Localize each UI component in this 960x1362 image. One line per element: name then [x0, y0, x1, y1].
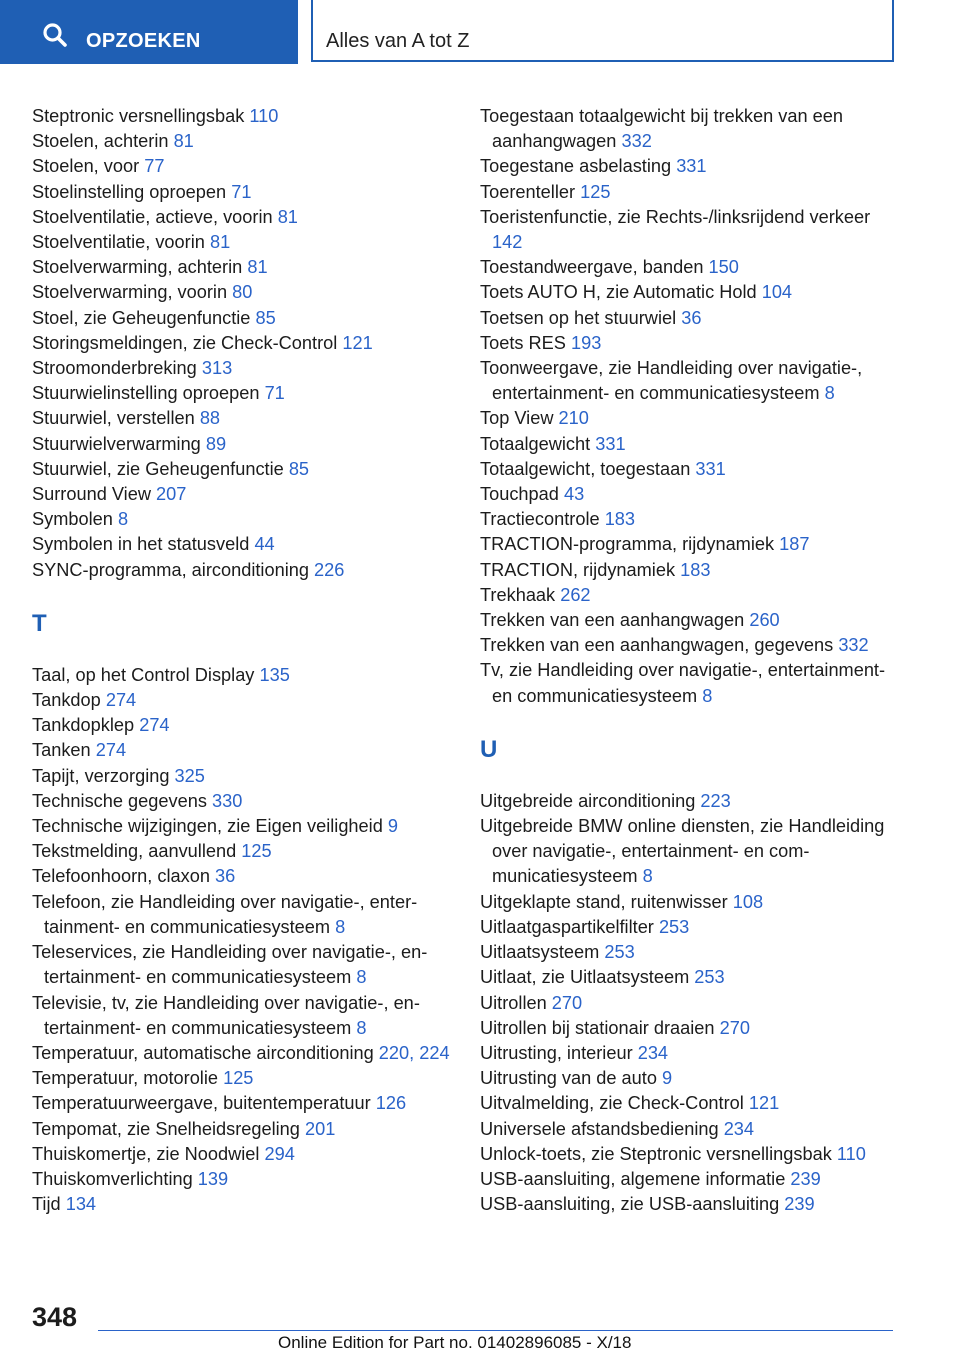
- index-entry: [480, 104, 900, 154]
- index-entry: [480, 482, 900, 507]
- entry-term: Uitgeklapte stand, ruitenwisser: [480, 891, 728, 912]
- index-entry: [32, 507, 452, 532]
- entry-page-link[interactable]: 134: [65, 1194, 97, 1215]
- index-entry: [480, 1016, 900, 1041]
- index-entry: [480, 255, 900, 280]
- entry-term: Taal, op het Control Display: [32, 664, 255, 685]
- entry-term: Telefoonhoorn, claxon: [32, 866, 210, 887]
- entry-term: Uitlaat, zie Uitlaatsysteem: [480, 967, 690, 988]
- entry-page-link[interactable]: 239: [784, 1194, 815, 1215]
- index-entry: [32, 482, 452, 507]
- index-entry: [32, 713, 452, 738]
- index-entry: [32, 457, 452, 482]
- entry-term: Toetsen op het stuurwiel: [480, 307, 677, 328]
- entry-term: Uitgebreide BMW online diensten, zie Handleiding over navigatie-, entertainment- en communicatiesysteem: [480, 816, 885, 887]
- edition-text: Online Edition for Part no. 01402896085 - X/18: [278, 1333, 632, 1352]
- index-entry: [32, 839, 452, 864]
- entry-term: Technische wijzigingen, zie Eigen veiligheid: [32, 816, 383, 837]
- index-entry: [32, 814, 452, 839]
- entry-page-link[interactable]: 331: [695, 458, 726, 479]
- entry-page-link[interactable]: 77: [144, 156, 165, 177]
- entry-page-link[interactable]: 110: [249, 106, 279, 126]
- entry-term: Stoelen, achterin: [32, 131, 169, 152]
- entry-term: Tekstmelding, aanvullend: [32, 841, 237, 862]
- index-entry: [32, 280, 452, 305]
- index-entry: [32, 991, 452, 1041]
- entry-page-link[interactable]: 234: [637, 1042, 669, 1063]
- index-entry: [480, 789, 900, 814]
- index-entry: [480, 280, 900, 305]
- entry-term: Thuiskomertje, zie Noodwiel: [32, 1143, 260, 1164]
- index-entry: [480, 558, 900, 583]
- index-entry: [32, 180, 452, 205]
- entry-term: Uitgebreide airconditioning: [480, 790, 696, 811]
- index-entry: [32, 738, 452, 763]
- entry-term: Storingsmeldingen, zie Check-Control: [32, 332, 338, 353]
- entry-term: Stoelverwarming, voorin: [32, 282, 228, 303]
- entry-term: Televisie, tv, zie Handleiding over navigatie-, entertainment- en communicatiesysteem: [32, 992, 420, 1038]
- index-entry: [480, 633, 900, 658]
- entry-term: Stoelventilatie, actieve, voorin: [32, 206, 273, 227]
- entry-term: SYNC-programma, airconditioning: [32, 559, 309, 580]
- entry-page-link[interactable]: 207: [156, 484, 187, 505]
- entry-term: Toonweergave, zie Handleiding over navigatie-, entertainment- en communicatiesysteem: [480, 358, 863, 404]
- index-entry: [32, 789, 452, 814]
- entry-page-link[interactable]: 44: [254, 534, 275, 555]
- entry-term: Toegestane asbelasting: [480, 156, 672, 177]
- entry-term: Top View: [480, 408, 554, 429]
- entry-page-link[interactable]: 8: [356, 967, 367, 988]
- entry-page-link[interactable]: 201: [304, 1118, 336, 1139]
- entry-page-link[interactable]: 81: [173, 131, 194, 152]
- index-entry: [480, 1117, 900, 1142]
- entry-term: Stoelverwarming, achterin: [32, 257, 243, 278]
- index-entry: [480, 1066, 900, 1091]
- entry-page-link[interactable]: 121: [748, 1093, 780, 1114]
- index-entry: [480, 180, 900, 205]
- entry-page-link[interactable]: 332: [621, 131, 652, 152]
- index-entry: [32, 1167, 452, 1192]
- index-entry: [32, 688, 452, 713]
- index-entry: [480, 1192, 900, 1217]
- entry-page-link[interactable]: 125: [241, 841, 272, 862]
- entry-page-link[interactable]: 8: [117, 509, 129, 530]
- entry-term: Toerenteller: [480, 181, 576, 202]
- index-entry: [32, 432, 452, 457]
- entry-term: Uitrollen: [480, 992, 547, 1013]
- entry-page-link[interactable]: 108: [732, 891, 764, 912]
- entry-page-link[interactable]: 110: [836, 1143, 866, 1164]
- index-entry: [32, 940, 452, 990]
- index-entry: [480, 356, 900, 406]
- entry-page-link[interactable]: 183: [680, 559, 711, 580]
- entry-term: Tempomat, zie Snelheidsregeling: [32, 1118, 300, 1139]
- entry-term: TRACTION, rijdynamiek: [480, 559, 676, 580]
- entry-term: Toets RES: [480, 332, 566, 353]
- entry-page-link[interactable]: 226: [314, 559, 345, 580]
- entry-page-link[interactable]: 89: [205, 433, 227, 454]
- index-entry: [480, 205, 900, 255]
- index-entry: [32, 1142, 452, 1167]
- section-letter: U: [480, 735, 498, 763]
- index-entry: [480, 965, 900, 990]
- entry-term: Stuurwiel, verstellen: [32, 408, 195, 429]
- entry-page-link[interactable]: 260: [749, 610, 780, 631]
- entry-page-link[interactable]: 104: [761, 282, 793, 303]
- index-title-box[interactable]: [311, 0, 894, 62]
- index-entry: [32, 306, 452, 331]
- entry-term: Tv, zie Handleiding over navigatie-, entertainment- en communicatiesysteem: [480, 660, 886, 706]
- footer-divider: [98, 1330, 893, 1331]
- index-entry: [480, 432, 900, 457]
- entry-page-link[interactable]: 81: [247, 257, 268, 278]
- index-entry: [32, 1192, 452, 1217]
- entry-term: Symbolen in het statusveld: [32, 534, 250, 555]
- entry-page-link[interactable]: 193: [570, 332, 602, 353]
- entry-term: Universele afstandsbediening: [480, 1118, 719, 1139]
- entry-term: Uitlaatgaspartikelfilter: [480, 916, 654, 937]
- entry-page-link[interactable]: 8: [702, 685, 713, 706]
- entry-page-link[interactable]: 239: [790, 1168, 821, 1189]
- entry-page-link[interactable]: 71: [231, 181, 252, 202]
- entry-page-link[interactable]: 9: [662, 1068, 673, 1089]
- entry-page-link[interactable]: 85: [255, 307, 276, 328]
- entry-page-link[interactable]: 43: [563, 484, 585, 505]
- entry-term: Stuurwiel, zie Geheugenfunctie: [32, 458, 284, 479]
- entry-page-link[interactable]: 253: [604, 942, 635, 963]
- index-entry: [480, 1041, 900, 1066]
- entry-term: USB-aansluiting, algemene informatie: [480, 1168, 786, 1189]
- entry-page-link[interactable]: 331: [676, 156, 707, 177]
- index-entry: [32, 154, 452, 179]
- entry-term: Steptronic versnellingsbak: [32, 106, 245, 126]
- entry-page-link[interactable]: 294: [264, 1143, 295, 1164]
- entry-page-link[interactable]: 36: [681, 307, 702, 328]
- lookup-tab-label: OPZOEKEN: [86, 30, 201, 52]
- lookup-tab[interactable]: [0, 0, 298, 64]
- index-entry: [480, 608, 900, 633]
- entry-term: Tankdopklep: [32, 715, 135, 736]
- entry-page-link[interactable]: 325: [174, 765, 205, 786]
- index-entry: [480, 890, 900, 915]
- entry-page-link[interactable]: 88: [199, 408, 221, 429]
- index-entry: [32, 1091, 452, 1116]
- entry-term: Symbolen: [32, 509, 113, 530]
- entry-page-link[interactable]: 126: [375, 1093, 407, 1114]
- entry-term: Uitrusting, interieur: [480, 1042, 633, 1063]
- index-title: Alles van A tot Z: [326, 30, 470, 52]
- entry-term: Temperatuur, motorolie: [32, 1068, 219, 1089]
- index-entry: [32, 381, 452, 406]
- entry-page-link[interactable]: 80: [232, 282, 253, 303]
- entry-term: Tankdop: [32, 690, 101, 711]
- entry-term: Uitlaatsysteem: [480, 942, 600, 963]
- entry-page-link[interactable]: 135: [259, 664, 290, 685]
- entry-term: TRACTION-programma, rijdynamiek: [480, 534, 775, 555]
- index-entry: [480, 991, 900, 1016]
- index-entry: [480, 915, 900, 940]
- entry-term: Toegestaan totaalgewicht bij trekken van een aanhangwagen: [480, 106, 843, 152]
- index-entry: [32, 205, 452, 230]
- entry-term: Uitrollen bij stationair draaien: [480, 1017, 715, 1038]
- entry-page-link[interactable]: 8: [356, 1017, 367, 1038]
- entry-term: Stoel, zie Geheugenfunctie: [32, 307, 251, 328]
- entry-term: Temperatuurweergave, buitentemperatuur: [32, 1093, 371, 1114]
- entry-term: Stroomonderbreking: [32, 358, 197, 379]
- entry-term: Totaalgewicht, toegestaan: [480, 458, 691, 479]
- entry-page-link[interactable]: 139: [197, 1168, 229, 1189]
- entry-term: Toets AUTO H, zie Automatic Hold: [480, 282, 757, 303]
- entry-page-link[interactable]: 332: [838, 635, 869, 656]
- index-entry: [32, 230, 452, 255]
- entry-page-link[interactable]: 262: [560, 584, 591, 605]
- index-entry: [32, 663, 452, 688]
- entry-term: Tijd: [32, 1194, 61, 1215]
- entry-term: Tanken: [32, 740, 91, 761]
- index-entry: [32, 558, 452, 583]
- entry-term: USB-aansluiting, zie USB-aansluiting: [480, 1194, 780, 1215]
- index-entry: [480, 658, 900, 708]
- entry-page-link[interactable]: 8: [824, 383, 835, 404]
- entry-page-link[interactable]: 8: [335, 916, 346, 937]
- index-entry: [480, 507, 900, 532]
- entry-term: Temperatuur, automatische airconditioning: [32, 1042, 374, 1063]
- entry-term: Telefoon, zie Handleiding over navigatie-, entertainment- en communicatiesysteem: [32, 891, 418, 937]
- index-entry: [32, 406, 452, 431]
- entry-term: Stoelinstelling oproepen: [32, 181, 227, 202]
- entry-term: Tapijt, verzorging: [32, 765, 170, 786]
- entry-term: Stoelen, voor: [32, 156, 140, 177]
- entry-term: Totaalgewicht: [480, 433, 591, 454]
- index-entry: [480, 1142, 900, 1167]
- index-entry: [32, 764, 452, 789]
- index-entry: [32, 356, 452, 381]
- entry-page-link[interactable]: 223: [700, 790, 731, 811]
- entry-term: Stoelventilatie, voorin: [32, 232, 205, 253]
- entry-page-link[interactable]: 187: [779, 534, 810, 555]
- entry-term: Uitrusting van de auto: [480, 1068, 657, 1089]
- index-entry: [480, 1091, 900, 1116]
- index-entry: [32, 864, 452, 889]
- entry-page-link[interactable]: 81: [277, 206, 298, 227]
- search-icon: [42, 22, 68, 48]
- entry-page-link[interactable]: 125: [580, 181, 611, 202]
- entry-term: Tractiecontrole: [480, 509, 600, 530]
- entry-page-link[interactable]: 183: [604, 509, 636, 530]
- entry-page-link[interactable]: 274: [105, 690, 137, 711]
- entry-page-link[interactable]: 121: [342, 332, 373, 353]
- index-entry: [480, 1167, 900, 1192]
- index-entry: [480, 406, 900, 431]
- entry-term: Trekken van een aanhangwagen: [480, 610, 745, 631]
- section-letter: T: [32, 609, 47, 637]
- index-entry: [480, 457, 900, 482]
- page-number: 348: [32, 1302, 78, 1332]
- index-entry: [480, 940, 900, 965]
- entry-page-link[interactable]: 270: [551, 992, 583, 1013]
- index-entry: [32, 1066, 452, 1091]
- entry-page-link[interactable]: 234: [723, 1118, 755, 1139]
- entry-page-link[interactable]: 253: [658, 916, 690, 937]
- entry-page-link[interactable]: 313: [201, 358, 233, 379]
- entry-page-link[interactable]: 253: [694, 967, 725, 988]
- index-entry: [480, 331, 900, 356]
- entry-term: Touchpad: [480, 484, 559, 505]
- index-entry: [480, 306, 900, 331]
- entry-page-link[interactable]: 330: [211, 790, 243, 811]
- entry-page-link[interactable]: 150: [708, 257, 739, 278]
- entry-term: Trekken van een aanhangwagen, gegevens: [480, 635, 834, 656]
- index-entry: [32, 1041, 452, 1066]
- entry-page-link[interactable]: 210: [558, 408, 589, 429]
- entry-page-link[interactable]: 142: [492, 232, 523, 253]
- entry-term: Surround View: [32, 484, 151, 505]
- index-column-left: [32, 104, 452, 1217]
- entry-page-link[interactable]: 9: [387, 816, 399, 837]
- entry-page-link[interactable]: 331: [595, 433, 626, 454]
- entry-page-link[interactable]: 81: [209, 232, 231, 253]
- entry-term: Unlock-toets, zie Steptronic versnellingsbak: [480, 1143, 832, 1164]
- entry-page-link[interactable]: 274: [95, 740, 127, 761]
- entry-page-link[interactable]: 274: [139, 715, 170, 736]
- entry-term: Stuurwielinstelling oproepen: [32, 383, 260, 404]
- entry-term: Toestandweergave, banden: [480, 257, 704, 278]
- entry-term: Stuurwielverwarming: [32, 433, 201, 454]
- entry-page-link[interactable]: 270: [719, 1017, 750, 1038]
- index-entry: [480, 583, 900, 608]
- entry-page-link[interactable]: 220, 224: [378, 1042, 450, 1063]
- index-entry: [32, 104, 452, 129]
- index-entry: [32, 129, 452, 154]
- index-entry: [32, 255, 452, 280]
- index-entry: [32, 1117, 452, 1142]
- entry-term: Toeristenfunctie, zie Rechts-/linksrijdend verkeer: [480, 206, 871, 227]
- index-entry: [32, 331, 452, 356]
- entry-page-link[interactable]: 85: [288, 458, 310, 479]
- entry-term: Uitvalmelding, zie Check-Control: [480, 1093, 744, 1114]
- index-entry: [32, 532, 452, 557]
- index-column-right: [480, 104, 900, 1217]
- entry-term: Trekhaak: [480, 584, 556, 605]
- entry-term: Teleservices, zie Handleiding over navigatie-, entertainment- en communicatiesysteem: [32, 942, 428, 988]
- index-entry: [480, 814, 900, 890]
- entry-page-link[interactable]: 8: [642, 866, 653, 887]
- entry-page-link[interactable]: 36: [215, 866, 236, 887]
- entry-page-link[interactable]: 125: [223, 1068, 254, 1089]
- index-entry: [480, 154, 900, 179]
- entry-term: Thuiskomverlichting: [32, 1168, 193, 1189]
- index-entry: [480, 532, 900, 557]
- entry-term: Technische gegevens: [32, 790, 207, 811]
- index-entry: [32, 890, 452, 940]
- entry-page-link[interactable]: 71: [264, 383, 285, 404]
